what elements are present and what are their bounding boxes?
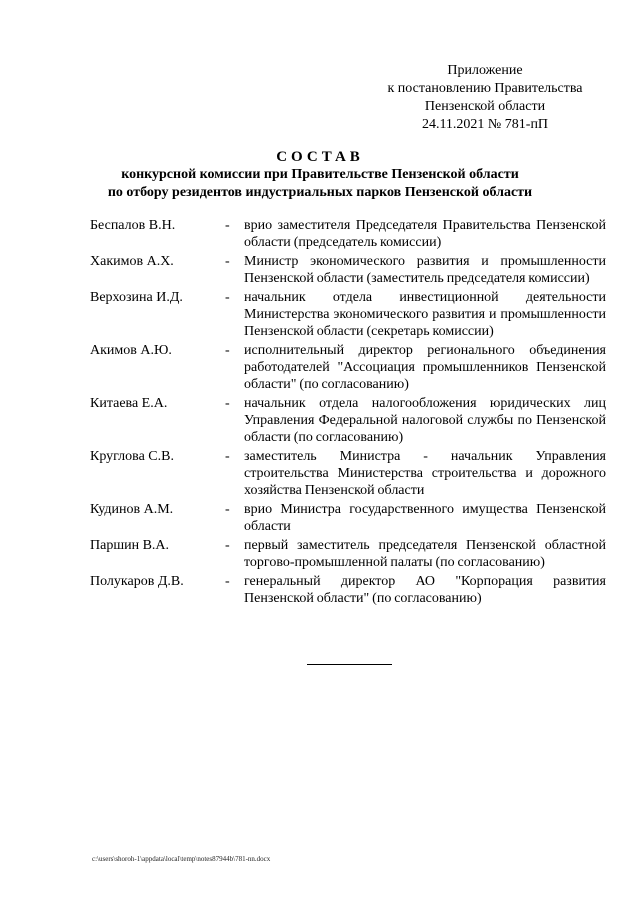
- member-role: генеральный директор АО "Корпорация развития Пензенской области" (по согласованию): [244, 574, 606, 606]
- member-name: Китаева Е.А.: [90, 396, 168, 411]
- member-name: Паршин В.А.: [90, 538, 170, 553]
- member-row: [90, 537, 606, 571]
- appendix-date-number: 24.11.2021 № 781-пП: [421, 117, 549, 132]
- member-role: заместитель Министра - начальник Управления строительства Министерства строительства и дорожного хозяйства Пензенской области: [244, 449, 606, 498]
- member-role: начальник отдела инвестиционной деятельности Министерства экономического развития и промышленности Пензенской области (секретарь комиссии): [244, 290, 606, 339]
- member-dash: -: [225, 396, 230, 411]
- member-name: Акимов А.Ю.: [90, 343, 172, 358]
- member-name: Круглова С.В.: [90, 449, 174, 464]
- member-row: [90, 217, 606, 251]
- member-role: первый заместитель председателя Пензенской областной торгово-промышленной палаты (по согласованию): [244, 538, 606, 570]
- member-row: [90, 253, 606, 287]
- subtitle-line-1: конкурсной комиссии при Правительстве Пензенской области: [121, 167, 519, 182]
- document-subtitle: [40, 166, 600, 202]
- member-name: Беспалов В.Н.: [90, 218, 176, 233]
- member-role: исполнительный директор регионального объединения работодателей "Ассоциация промышленников Пензенской области" (по согласованию): [244, 343, 606, 392]
- member-dash: -: [225, 343, 230, 358]
- member-dash: -: [225, 290, 230, 305]
- member-name: Кудинов А.М.: [90, 502, 174, 517]
- footer-file-path: c:\users\shoroh-1\appdata\local\temp\notes87944b\781-nn.docx: [92, 855, 271, 863]
- members-list: [90, 217, 606, 609]
- member-role: врио Министра государственного имущества Пензенской области: [244, 502, 606, 534]
- member-row: [90, 448, 606, 499]
- member-row: [90, 289, 606, 340]
- member-row: [90, 395, 606, 446]
- member-name: Полукаров Д.В.: [90, 574, 184, 589]
- member-dash: -: [225, 449, 230, 464]
- member-name: Хакимов А.Х.: [90, 254, 174, 269]
- member-row: [90, 501, 606, 535]
- member-row: [90, 573, 606, 607]
- member-role: начальник отдела налогообложения юридических лиц Управления Федеральной налоговой службы по Пензенской области (по согласованию): [244, 396, 606, 445]
- appendix-region: Пензенской области: [424, 99, 546, 114]
- member-role: Министр экономического развития и промышленности Пензенской области (заместитель председателя комиссии): [244, 254, 606, 286]
- appendix-label: Приложение: [447, 63, 523, 78]
- member-dash: -: [225, 254, 230, 269]
- subtitle-line-2: по отбору резидентов индустриальных парков Пензенской области: [107, 185, 533, 200]
- appendix-resolution-ref: к постановлению Правительства: [387, 81, 583, 96]
- document-title: СОСТАВ: [276, 149, 364, 165]
- member-dash: -: [225, 538, 230, 553]
- member-row: [90, 342, 606, 393]
- member-dash: -: [225, 218, 230, 233]
- member-dash: -: [225, 574, 230, 589]
- member-name: Верхозина И.Д.: [90, 290, 183, 305]
- member-role: врио заместителя Председателя Правительства Пензенской области (председатель комиссии): [244, 218, 606, 250]
- member-dash: -: [225, 502, 230, 517]
- appendix-header: [360, 62, 610, 134]
- closing-divider-line: [307, 664, 392, 665]
